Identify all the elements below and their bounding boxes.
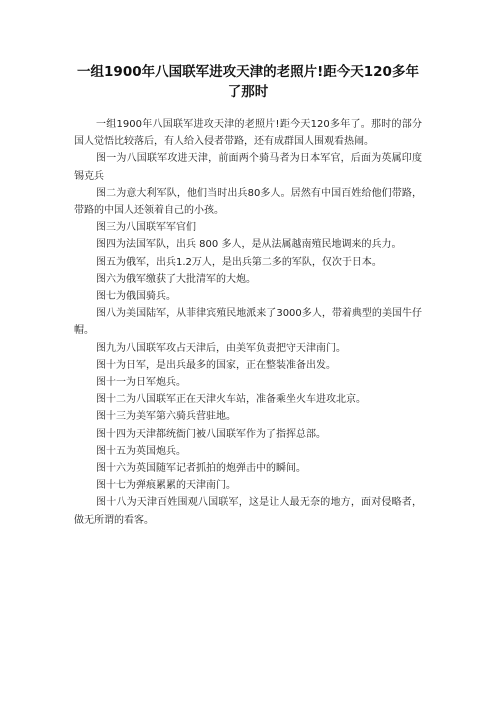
paragraph-photo-18: 图十八为天津百姓围观八国联军，这是让人最无奈的地方，面对侵略者，做无所谓的看客。 <box>74 497 422 526</box>
paragraph-photo-10: 图十为日军，是出兵最多的国家，正在整装准备出发。 <box>96 359 336 371</box>
paragraph-photo-8: 图八为美国陆军，从菲律宾殖民地派来了3000多人，带着典型的美国牛仔帽。 <box>74 308 422 337</box>
paragraph-photo-11: 图十一为日军炮兵。 <box>96 377 186 389</box>
paragraph-photo-7: 图七为俄国骑兵。 <box>96 291 176 303</box>
paragraph-photo-9: 图九为八国联军攻占天津后，由美军负责把守天津南门。 <box>96 342 346 354</box>
paragraph-photo-13: 图十三为美军第六骑兵营驻地。 <box>96 411 236 423</box>
paragraph-photo-15: 图十五为英国炮兵。 <box>96 445 186 457</box>
paragraph-photo-12: 图十二为八国联军正在天津火车站，准备乘坐火车进攻北京。 <box>96 394 366 406</box>
paragraph-photo-16: 图十六为英国随军记者抓拍的炮弹击中的瞬间。 <box>96 463 306 475</box>
paragraph-photo-4: 图四为法国军队，出兵 800 多人，是从法属越南殖民地调来的兵力。 <box>96 239 402 251</box>
paragraph-intro: 一组1900年八国联军进攻天津的老照片!距今天120多年了。那时的部分国人觉悟比较落后，有人给入侵者带路，还有成群国人围观看热闹。 <box>74 119 422 148</box>
document-title: 一组1900年八国联军进攻天津的老照片!距今天120多年了那时 <box>77 64 419 100</box>
paragraph-photo-17: 图十七为弹痕累累的天津南门。 <box>96 480 236 492</box>
paragraph-photo-6: 图六为俄军缴获了大批清军的大炮。 <box>96 273 256 285</box>
document-body <box>74 116 422 529</box>
paragraph-photo-5: 图五为俄军，出兵1.2万人，是出兵第二多的军队，仅次于日本。 <box>96 256 382 268</box>
paragraph-photo-2: 图二为意大利军队，他们当时出兵80多人。居然有中国百姓给他们带路，带路的中国人还领着自己的小孩。 <box>74 187 422 217</box>
paragraph-photo-1: 图一为八国联军攻进天津，前面两个骑马者为日本军官，后面为英属印度锡克兵 <box>74 153 422 182</box>
paragraph-photo-14: 图十四为天津都统衙门被八国联军作为了指挥总部。 <box>96 428 326 440</box>
paragraph-photo-3: 图三为八国联军军官们 <box>96 222 196 234</box>
